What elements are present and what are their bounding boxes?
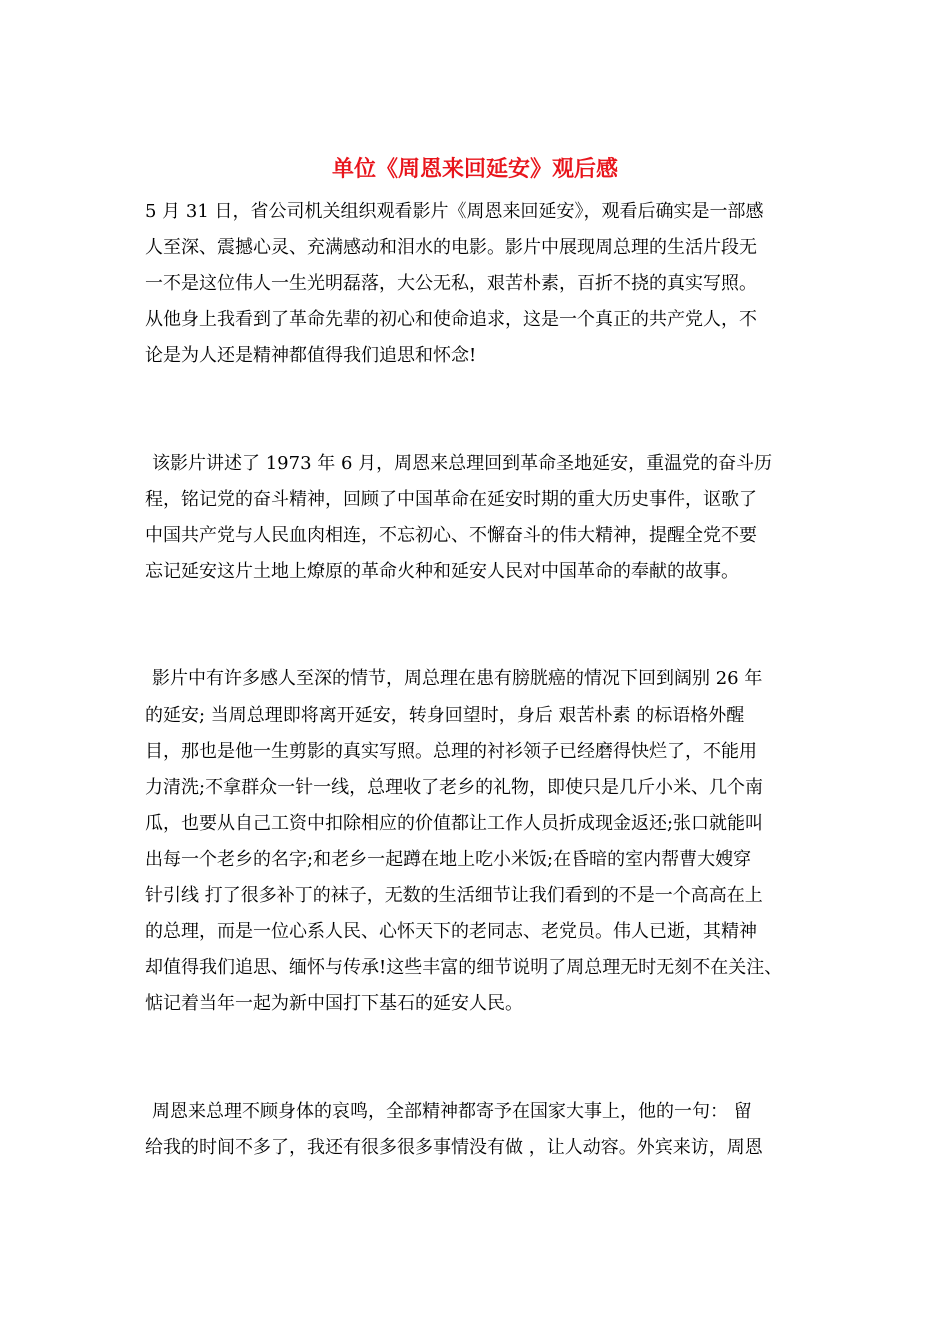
text-line: 周恩来总理不顾身体的哀鸣，全部精神都寄予在国家大事上，他的一句： 留 [152, 1101, 752, 1122]
text-line: 针引线 打了很多补丁的袜子，无数的生活细节让我们看到的不是一个高高在上 [145, 885, 763, 906]
text-line: 出每一个老乡的名字;和老乡一起蹲在地上吃小米饭;在昏暗的室内帮曹大嫂穿 [145, 849, 752, 870]
text-line: 从他身上我看到了革命先辈的初心和使命追求，这是一个真正的共产党人，不 [145, 309, 757, 330]
text-line: 论是为人还是精神都值得我们追思和怀念! [145, 345, 477, 366]
text-line: 中国共产党与人民血肉相连，不忘初心、不懈奋斗的伟大精神，提醒全党不要 [145, 525, 757, 546]
document-title: 单位《周恩来回延安》观后感 [331, 157, 618, 182]
text-line: 的总理，而是一位心系人民、心怀天下的老同志、老党员。伟人已逝，其精神 [145, 921, 757, 942]
text-line: 影片中有许多感人至深的情节，周总理在患有膀胱癌的情况下回到阔别 26 年 [152, 668, 763, 689]
text-line: 该影片讲述了 1973 年 6 月，周恩来总理回到革命圣地延安，重温党的奋斗历 [152, 453, 773, 474]
text-line: 一不是这位伟人一生光明磊落，大公无私，艰苦朴素，百折不挠的真实写照。 [145, 273, 757, 294]
text-line: 人至深、震撼心灵、充满感动和泪水的电影。影片中展现周总理的生活片段无 [145, 237, 757, 258]
text-line: 程，铭记党的奋斗精神，回顾了中国革命在延安时期的重大历史事件，讴歌了 [145, 489, 757, 510]
text-line: 忘记延安这片土地上燎原的革命火种和延安人民对中国革命的奉献的故事。 [145, 561, 739, 582]
text-line: 的延安; 当周总理即将离开延安，转身回望时，身后 艰苦朴素 的标语格外醒 [145, 705, 745, 726]
text-line: 5 月 31 日，省公司机关组织观看影片《周恩来回延安》，观看后确实是一部感 [145, 201, 764, 222]
text-line: 力清洗;不拿群众一针一线，总理收了老乡的礼物，即使只是几斤小米、几个南 [145, 777, 764, 798]
text-line: 却值得我们追思、缅怀与传承!这些丰富的细节说明了周总理无时无刻不在关注、 [145, 957, 783, 978]
text-line: 惦记着当年一起为新中国打下基石的延安人民。 [145, 993, 523, 1014]
text-line: 给我的时间不多了，我还有很多很多事情没有做 ，让人动容。外宾来访，周恩 [145, 1137, 763, 1158]
text-line: 瓜，也要从自己工资中扣除相应的价值都让工作人员折成现金返还;张口就能叫 [145, 813, 764, 834]
text-line: 目，那也是他一生剪影的真实写照。总理的衬衫领子已经磨得快烂了，不能用 [145, 741, 757, 762]
